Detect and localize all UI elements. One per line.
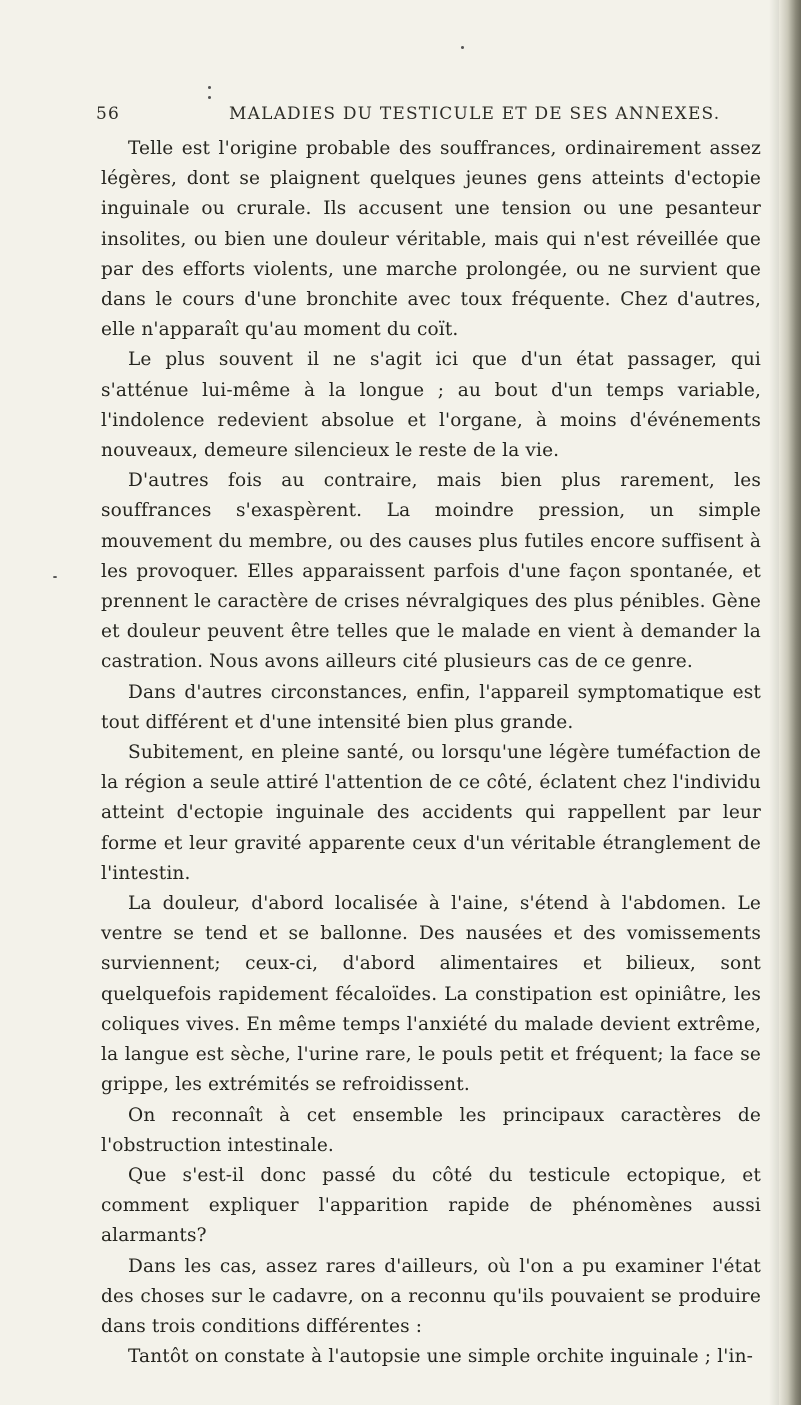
running-title: MALADIES DU TESTICULE ET DE SES ANNEXES. <box>229 104 721 124</box>
paragraph: Telle est l'origine probable des souffrances, ordinairement assez légères, dont se plaignent quelques jeunes gens atteints d'ectopie inguinale ou crurale. Ils accusent une tension ou une pesanteur insolites, ou bien une douleur véritable, mais qui n'est réveillée que par des efforts violents, une marche prolongée, ou ne survient que dans le cours d'une bronchite avec toux fréquente. Chez d'autres, elle n'apparaît qu'au moment du coït. <box>101 138 761 341</box>
ink-speck <box>208 96 211 99</box>
paragraph: Que s'est-il donc passé du côté du testicule ectopique, et comment expliquer l'apparition rapide de phénomènes aussi alarmants? <box>101 1164 761 1247</box>
page-binding-edge <box>779 0 801 1405</box>
page-edge-shadow <box>769 0 779 1405</box>
paragraph: Tantôt on constate à l'autopsie une simple orchite inguinale ; l'in- <box>128 1346 754 1368</box>
body-text <box>101 134 761 1372</box>
paragraph: Dans d'autres circonstances, enfin, l'appareil symptomatique est tout différent et d'une intensité bien plus grande. <box>101 681 761 733</box>
paragraph: On reconnaît à cet ensemble les principaux caractères de l'obstruction intestinale. <box>101 1104 761 1156</box>
paragraph: Subitement, en pleine santé, ou lorsqu'une légère tuméfaction de la région a seule attiré l'attention de ce côté, éclatent chez l'individu atteint d'ectopie inguinale des accidents qui rappellent par leur forme et leur gravité apparente ceux d'un véritable étranglement de l'intestin. <box>101 742 761 884</box>
paragraph: La douleur, d'abord localisée à l'aine, s'étend à l'abdomen. Le ventre se tend et se ballonne. Des nausées et des vomissements surviennent; ceux-ci, d'abord alimentaires et bilieux, sont quelquefois rapidement fécaloïdes. La constipation est opiniâtre, les coliques vives. En même temps l'anxiété du malade devient extrême, la langue est sèche, l'urine rare, le pouls petit et fréquent; la face se grippe, les extrémités se refroidissent. <box>101 893 761 1096</box>
page-header <box>96 104 721 132</box>
paragraph: D'autres fois au contraire, mais bien plus rarement, les souffrances s'exaspèrent. La moindre pression, un simple mouvement du membre, ou des causes plus futiles encore suffisent à les provoquer. Elles apparaissent parfois d'une façon spontanée, et prennent le caractère de crises névralgiques des plus pénibles. Gène et douleur peuvent être telles que le malade en vient à demander la castration. Nous avons ailleurs cité plusieurs cas de ce genre. <box>101 470 761 673</box>
page-number: 56 <box>96 104 121 124</box>
paragraph: Le plus souvent il ne s'agit ici que d'un état passager, qui s'atténue lui-même à la longue ; au bout d'un temps variable, l'indolence redevient absolue et l'organe, à moins d'événements nouveaux, demeure silencieux le reste de la vie. <box>101 349 761 462</box>
ink-speck <box>208 86 211 89</box>
ink-speck <box>53 576 57 578</box>
paragraph: Dans les cas, assez rares d'ailleurs, où l'on a pu examiner l'état des choses sur le cadavre, on a reconnu qu'ils pouvaient se produire dans trois conditions différentes : <box>101 1255 761 1337</box>
ink-speck <box>461 46 464 49</box>
